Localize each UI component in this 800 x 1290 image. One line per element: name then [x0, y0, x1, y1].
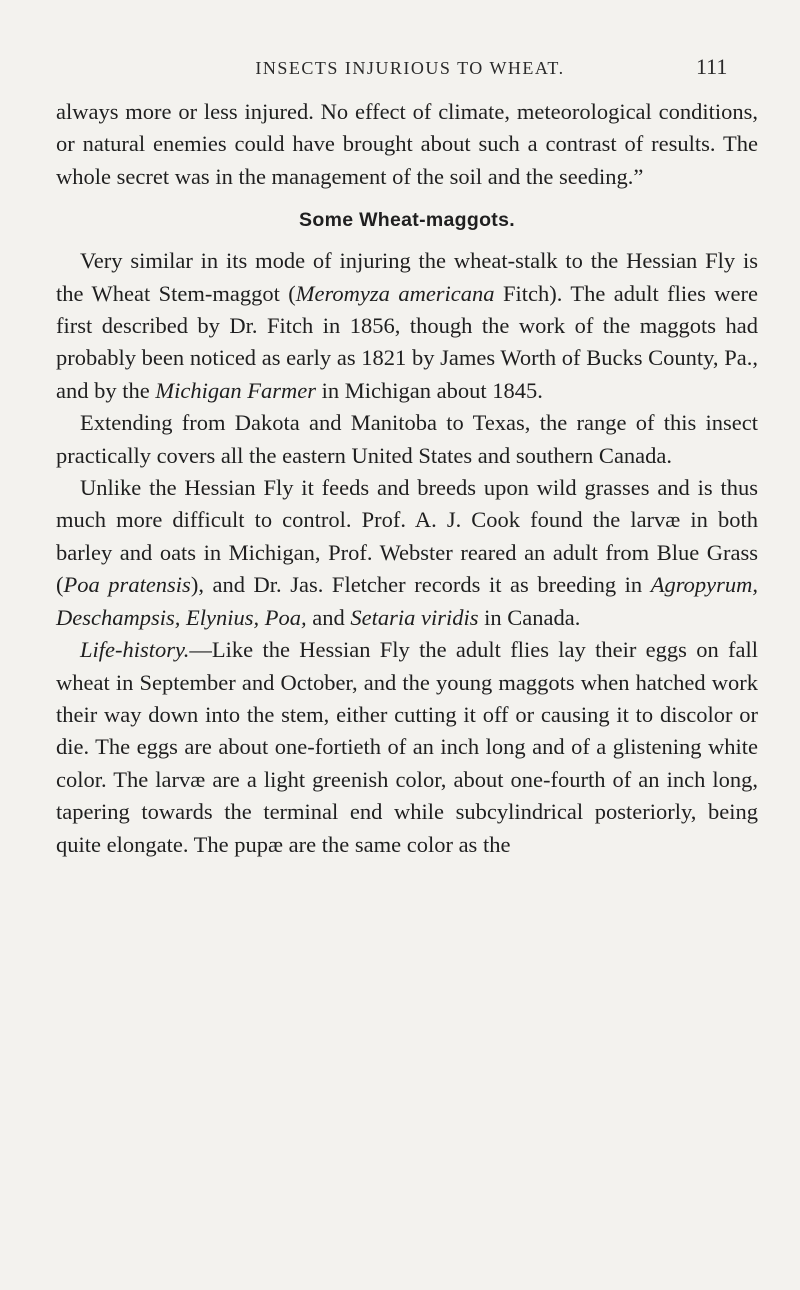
- genus-list: Agropyrum, Deschampsis, Elynius, Poa,: [56, 572, 758, 630]
- text-run: in Canada.: [478, 604, 581, 630]
- paragraph-continuation: always more or less injured. No effect of climate, meteorological conditions, or natural enemies could have brought about such a contrast of results. The whole secret was in the management of the soil and the seeding.”: [56, 99, 758, 189]
- paragraph-wheat-stem-maggot: [56, 245, 758, 407]
- text-run: in Michigan about 1845.: [315, 377, 543, 403]
- running-head: INSECTS INJURIOUS TO WHEAT.: [255, 58, 565, 78]
- text-run: —Like the Hessian Fly the adult flies lay their eggs on fall wheat in September and October, and the young maggots when hatched work their way down into the stem, either cutting it off or causing it to discolor or die. The eggs are about one-fortieth of an inch long and of a glistening white color. The larvæ are a light greenish color, about one-fourth of an inch long, tapering towards the terminal end while subcylindrical posteriorly, being quite elongate. The pupæ are the same color as the: [56, 637, 758, 857]
- paragraph-hosts: [56, 472, 758, 634]
- text-run: and: [306, 604, 351, 630]
- paragraph-life-history: [56, 634, 758, 861]
- text-run: Fitch). The adult flies were first described by Dr. Fitch in 1856, though the work of the maggots had probably been noticed as early as 1821 by James Worth of Bucks County, Pa., and by the: [56, 280, 759, 403]
- run-in-heading: Life-history.: [80, 637, 190, 663]
- species-name: Setaria viridis: [350, 604, 479, 630]
- text-run: ), and Dr. Jas. Fletcher records it as breeding in: [190, 572, 651, 598]
- publication-title: Michigan Farmer: [155, 377, 316, 403]
- text-run: Unlike the Hessian Fly it feeds and breeds upon wild grasses and is thus much more difficult to control. Prof. A. J. Cook found the larvæ in both barley and oats in Michigan, Prof. Webster reared an adult from Blue Grass (: [56, 475, 758, 598]
- section-heading: Some Wheat-maggots.: [299, 209, 515, 232]
- text-run: Very similar in its mode of injuring the wheat-stalk to the Hessian Fly is the Wheat Stem-maggot (: [56, 248, 758, 306]
- page-number: 111: [696, 54, 728, 79]
- body-text: [56, 96, 758, 861]
- paragraph-range: Extending from Dakota and Manitoba to Texas, the range of this insect practically covers all the eastern United States and southern Canada.: [56, 410, 758, 468]
- species-name: Meromyza americana: [295, 280, 495, 306]
- species-name: Poa pratensis: [63, 572, 191, 598]
